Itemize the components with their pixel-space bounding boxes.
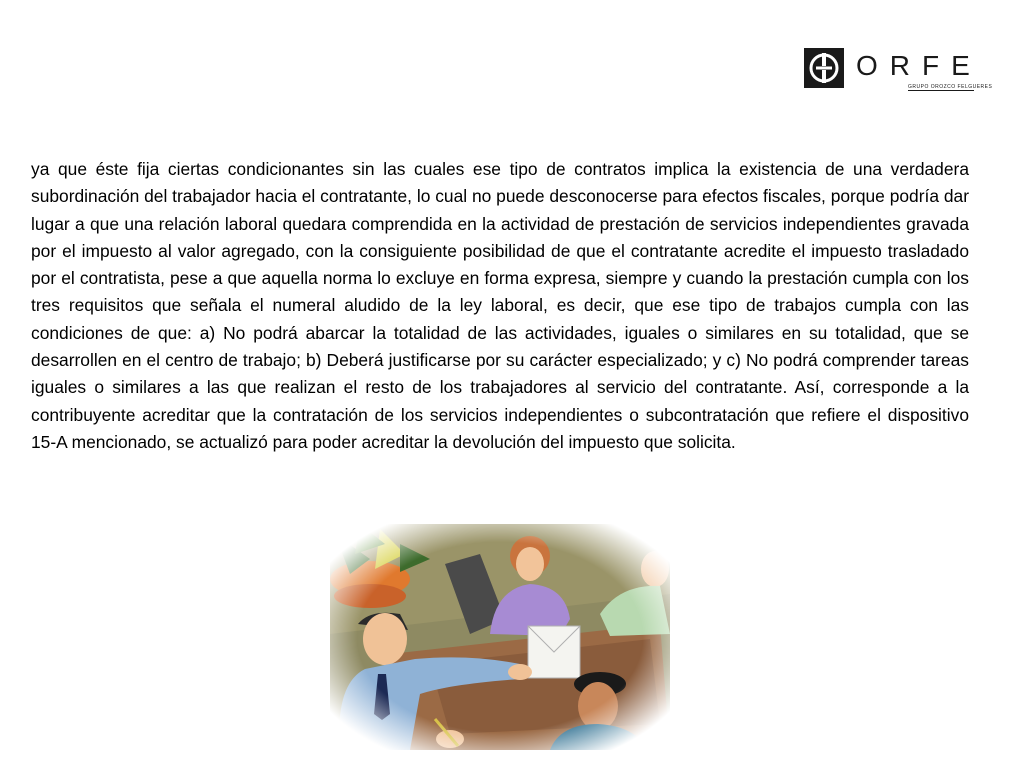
orfe-logo-icon xyxy=(804,48,844,88)
body-paragraph: ya que éste fija ciertas condicionantes sin las cuales ese tipo de contratos implica la existencia de una verdadera subordinación del trabajador hacia el contratante, lo cual no puede desconocerse para efectos fiscales, porque podría dar lugar a que una relación laboral quedara comprendida en la actividad de prestación de servicios independientes gravada por el impuesto al valor agregado, con la consiguiente posibilidad de que el contratante acredite el impuesto trasladado por el contratista, pese a que aquella norma lo excluye en forma expresa, siempre y cuando la prestación cumpla con los tres requisitos que señala el numeral aludido de la ley laboral, es decir, que ese tipo de trabajos cumpla con las condiciones de que: a) No podrá abarcar la totalidad de las actividades, iguales o similares en su totalidad, que se desarrollen en el centro de trabajo; b) Deberá justificarse por su carácter especializado; y c) No podrá comprender tareas iguales o similares a las que realizan el resto de los trabajadores al servicio del contratante. Así, corresponde a la contribuyente acreditar que la contratación de los servicios independientes o subcontratación que refiere el dispositivo 15-A mencionado, se actualizó para poder acreditar la devolución del impuesto que solicita. xyxy=(31,159,969,452)
orfe-logo xyxy=(804,48,993,92)
business-meeting-clipart-icon xyxy=(330,524,670,750)
logo-divider xyxy=(908,90,974,91)
logo-subtitle: GRUPO OROZCO FELGUERES xyxy=(908,84,993,90)
logo-wordmark: ORFE xyxy=(856,50,982,81)
